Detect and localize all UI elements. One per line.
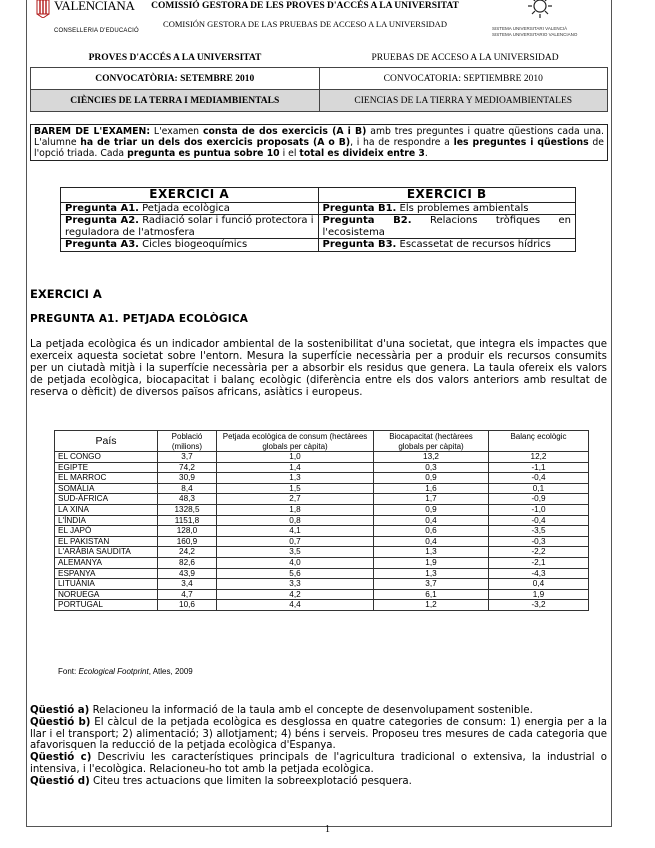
table-cell: 1,9 xyxy=(374,557,489,568)
exercise-b-item xyxy=(318,215,576,239)
barem-text: i el xyxy=(279,148,300,159)
table-cell: ALEMANYA xyxy=(55,557,158,568)
table-cell: 0,4 xyxy=(489,579,589,590)
barem-text: L'examen xyxy=(150,126,203,137)
table-cell: 1,5 xyxy=(217,483,374,494)
table-row xyxy=(55,483,589,494)
exercise-item-label: Pregunta B1. xyxy=(322,202,397,214)
sun-emblem-icon xyxy=(522,0,558,24)
table-cell: 74,2 xyxy=(158,462,217,473)
prova-ca: PROVES D'ACCÉS A LA UNIVERSITAT xyxy=(88,53,262,63)
page-number: 1 xyxy=(325,824,330,835)
table-cell: -2,1 xyxy=(489,557,589,568)
logo-left-name: VALENCIANA xyxy=(54,0,135,13)
header-title-ca: COMISSIÓ GESTORA DE LES PROVES D'ACCÉS A LA UNIVERSITAT xyxy=(151,1,459,11)
table-row xyxy=(55,568,589,579)
exercises-table xyxy=(60,187,576,252)
exercise-item-text: Radiació solar i funció protectora i reguladora de l'atmosfera xyxy=(65,215,314,238)
table-cell: 1,3 xyxy=(374,547,489,558)
exercise-item-label: Pregunta B3. xyxy=(322,239,397,250)
table-cell: 48,3 xyxy=(158,494,217,505)
question-text: Descriviu les característiques principals de l'agricultura tradicional o extensiva, la industrial o intensiva, i l'ecològica. Relacioneu-ho tot amb la petjada ecològica. xyxy=(30,752,607,775)
barem-title: BAREM DE L'EXAMEN: xyxy=(34,126,151,137)
table-cell: PORTUGAL xyxy=(55,600,158,611)
table-row xyxy=(55,452,589,463)
col-header-petjada: Petjada ecològica de consum (hectàrees globals per càpita) xyxy=(217,431,374,452)
exam-info-boxes xyxy=(30,67,608,112)
source-rest: , Atles, 2009 xyxy=(148,667,193,676)
source-label: Font: xyxy=(58,667,79,676)
exercise-item-text: Cicles biogeoquímics xyxy=(138,239,248,250)
table-body xyxy=(55,452,589,611)
table-cell: NORUEGA xyxy=(55,589,158,600)
table-cell: LITUÀNIA xyxy=(55,579,158,590)
table-cell: EL MARROC xyxy=(55,473,158,484)
barem-box xyxy=(30,124,608,161)
barem-text: . xyxy=(424,148,428,159)
table-cell: 3,5 xyxy=(217,547,374,558)
question-label: Qüestió d) xyxy=(30,775,90,787)
question-item xyxy=(30,776,607,788)
exercise-a-title: EXERCICI A xyxy=(61,188,319,203)
table-cell: EL JAPÓ xyxy=(55,526,158,537)
logo-right-line2: SISTEMA UNIVERSITARIO VALENCIANO xyxy=(492,32,578,37)
table-cell: 0,4 xyxy=(374,515,489,526)
exercise-b-item xyxy=(318,202,576,215)
intro-paragraph: La petjada ecològica és un indicador ambiental de la sostenibilitat d'una societat, que integra els impactes que exerceix aquesta societat sobre l'entorn. Mesura la superfície necessària per a produir els recursos consumits per un ciutadà mitjà i la superfície necessària per a absorbir els residus que genera. La taula ofereix els valors de petjada ecològica, biocapacitat i balanç ecològic (diferència entre els dos valors anteriors amb resultat de reserva o dèficit) de diversos països africans, asiàtics i europeus. xyxy=(30,339,607,398)
footprint-table xyxy=(54,430,589,611)
table-cell: -1,1 xyxy=(489,462,589,473)
table-cell: SOMÀLIA xyxy=(55,483,158,494)
exercise-b-title: EXERCICI B xyxy=(318,188,576,203)
exercise-item-text: Els problemes ambientals xyxy=(396,202,529,214)
table-cell: L'ARÀBIA SAUDITA xyxy=(55,547,158,558)
table-row xyxy=(55,547,589,558)
table-cell: -4,3 xyxy=(489,568,589,579)
col-header-biocapacitat: Biocapacitat (hectàrees globals per càpita) xyxy=(374,431,489,452)
generalitat-emblem-icon xyxy=(36,0,50,18)
table-cell: -0,3 xyxy=(489,536,589,547)
table-cell: 0,1 xyxy=(489,483,589,494)
exercise-b-item xyxy=(318,239,576,252)
table-row xyxy=(55,462,589,473)
source-title: Ecological Footprint xyxy=(78,667,149,676)
exercise-row xyxy=(61,202,576,215)
table-cell: 1,3 xyxy=(217,473,374,484)
table-cell: 1,9 xyxy=(489,589,589,600)
table-cell: 5,6 xyxy=(217,568,374,579)
logo-left-sub: CONSELLERIA D'EDUCACIÓ xyxy=(54,28,139,34)
exercise-row xyxy=(61,239,576,252)
table-cell: 10,6 xyxy=(158,600,217,611)
barem-bold: total es divideix entre 3 xyxy=(299,148,425,159)
table-cell: 24,2 xyxy=(158,547,217,558)
table-cell: 1,3 xyxy=(374,568,489,579)
subject-row xyxy=(31,90,607,111)
barem-bold: ha de triar un dels dos exercicis proposats (A o B) xyxy=(80,137,351,148)
table-cell: 6,1 xyxy=(374,589,489,600)
table-cell: -0,4 xyxy=(489,473,589,484)
table-row xyxy=(55,589,589,600)
convocatoria-ca: CONVOCATÒRIA: SETEMBRE 2010 xyxy=(31,68,320,89)
exercise-item-text: Relacions tròfiques en l'ecosistema xyxy=(322,215,571,238)
table-cell: 3,7 xyxy=(158,452,217,463)
table-cell: EL CONGO xyxy=(55,452,158,463)
table-cell: 3,4 xyxy=(158,579,217,590)
question-text: El càlcul de la petjada ecològica es desglossa en quatre categories de consum: 1) energia per a la llar i el transport; 2) alimentació; 3) allotjament; 4) béns i serveis. Proposeu tres mesures de cada categoria que afavorisquen la reducció de la petjada ecològica d'Espanya. xyxy=(30,716,607,752)
table-cell: -1,0 xyxy=(489,504,589,515)
col-header-balanc: Balanç ecològic xyxy=(489,431,589,452)
table-cell: 0,9 xyxy=(374,473,489,484)
question-label: Qüestió b) xyxy=(30,716,91,728)
question-label: Qüestió c) xyxy=(30,752,92,764)
table-cell: -0,9 xyxy=(489,494,589,505)
exercise-a-item xyxy=(61,215,319,239)
table-cell: 128,0 xyxy=(158,526,217,537)
table-cell: LA XINA xyxy=(55,504,158,515)
table-row xyxy=(55,494,589,505)
question-heading: PREGUNTA A1. PETJADA ECOLÒGICA xyxy=(30,313,249,325)
table-cell: 1,0 xyxy=(217,452,374,463)
table-cell: 4,2 xyxy=(217,589,374,600)
exercise-item-label: Pregunta A2. xyxy=(65,215,139,226)
table-cell: 8,4 xyxy=(158,483,217,494)
table-cell: 160,9 xyxy=(158,536,217,547)
table-row xyxy=(55,526,589,537)
exercise-item-text: Escassetat de recursos hídrics xyxy=(396,239,551,250)
table-cell: 43,9 xyxy=(158,568,217,579)
exercise-item-label: Pregunta A1. xyxy=(65,202,139,214)
table-cell: 2,7 xyxy=(217,494,374,505)
question-label: Qüestió a) xyxy=(30,705,90,716)
exercise-row xyxy=(61,215,576,239)
table-cell: 1,4 xyxy=(217,462,374,473)
question-text: Relacioneu la informació de la taula amb el concepte de desenvolupament sostenible. xyxy=(89,705,533,716)
table-cell: 1,6 xyxy=(374,483,489,494)
convocatoria-row xyxy=(31,68,607,90)
table-row xyxy=(55,536,589,547)
table-cell: 1,7 xyxy=(374,494,489,505)
barem-text: amb tres preguntes i quatre qüestions cada una. L'alumne xyxy=(34,126,604,148)
table-cell: EGIPTE xyxy=(55,462,158,473)
table-cell: 3,3 xyxy=(217,579,374,590)
subject-ca: CIÈNCIES DE LA TERRA I MEDIAMBIENTALS xyxy=(31,90,320,111)
header-title-es: COMISIÓN GESTORA DE LAS PRUEBAS DE ACCESO A LA UNIVERSIDAD xyxy=(163,19,447,29)
table-cell: 0,4 xyxy=(374,536,489,547)
table-cell: 1328,5 xyxy=(158,504,217,515)
questions-block xyxy=(30,705,607,788)
table-cell: L'ÍNDIA xyxy=(55,515,158,526)
table-cell: 0,9 xyxy=(374,504,489,515)
question-item xyxy=(30,705,607,717)
table-cell: 30,9 xyxy=(158,473,217,484)
convocatoria-es: CONVOCATORIA: SEPTIEMBRE 2010 xyxy=(383,73,543,84)
logo-right-line1: SISTEMA UNIVERSITARI VALENCIÀ xyxy=(492,26,568,31)
exercise-heading: EXERCICI A xyxy=(30,287,102,301)
table-cell: 4,1 xyxy=(217,526,374,537)
table-cell: 0,7 xyxy=(217,536,374,547)
table-cell: -2,2 xyxy=(489,547,589,558)
col-header-poblacio: Població (milions) xyxy=(158,431,217,452)
table-row xyxy=(55,515,589,526)
col-header-pais: País xyxy=(55,431,158,452)
table-cell: ESPANYA xyxy=(55,568,158,579)
prova-es: PRUEBAS DE ACCESO A LA UNIVERSIDAD xyxy=(371,53,559,63)
table-source xyxy=(58,667,193,676)
table-cell: -3,2 xyxy=(489,600,589,611)
question-item xyxy=(30,752,607,776)
subject-es: CIENCIAS DE LA TIERRA Y MEDIOAMBIENTALES xyxy=(354,95,573,106)
table-cell: SUD-ÀFRICA xyxy=(55,494,158,505)
exercise-item-label: Pregunta A3. xyxy=(65,239,139,250)
exercise-item-text: Petjada ecològica xyxy=(138,202,230,214)
exercise-a-item xyxy=(61,239,319,252)
question-item xyxy=(30,717,607,752)
table-cell: 0,8 xyxy=(217,515,374,526)
table-cell: 1,8 xyxy=(217,504,374,515)
table-cell: 4,4 xyxy=(217,600,374,611)
table-cell: -0,4 xyxy=(489,515,589,526)
table-row xyxy=(55,557,589,568)
table-cell: 12,2 xyxy=(489,452,589,463)
table-row xyxy=(55,600,589,611)
question-text: Citeu tres actuacions que limiten la sobreexplotació pesquera. xyxy=(89,775,412,787)
barem-text: , i ha de respondre a xyxy=(350,137,454,148)
barem-bold: pregunta es puntua sobre 10 xyxy=(127,148,280,159)
table-cell: 1,2 xyxy=(374,600,489,611)
exercise-a-item xyxy=(61,202,319,215)
table-cell: 1151,8 xyxy=(158,515,217,526)
table-cell: 13,2 xyxy=(374,452,489,463)
barem-bold: les preguntes i qüestions xyxy=(453,137,589,148)
exercise-item-label: Pregunta B2. xyxy=(322,215,412,226)
table-cell: 82,6 xyxy=(158,557,217,568)
table-row xyxy=(55,473,589,484)
table-row xyxy=(55,579,589,590)
table-cell: 3,7 xyxy=(374,579,489,590)
table-cell: 0,3 xyxy=(374,462,489,473)
table-cell: -3,5 xyxy=(489,526,589,537)
table-cell: 0,6 xyxy=(374,526,489,537)
table-cell: EL PAKISTAN xyxy=(55,536,158,547)
table-row xyxy=(55,504,589,515)
barem-bold: consta de dos exercicis (A i B) xyxy=(202,126,367,137)
table-cell: 4,7 xyxy=(158,589,217,600)
table-cell: 4,0 xyxy=(217,557,374,568)
table-header-row xyxy=(55,431,589,452)
barem-text: de l'opció triada. Cada xyxy=(34,137,604,159)
